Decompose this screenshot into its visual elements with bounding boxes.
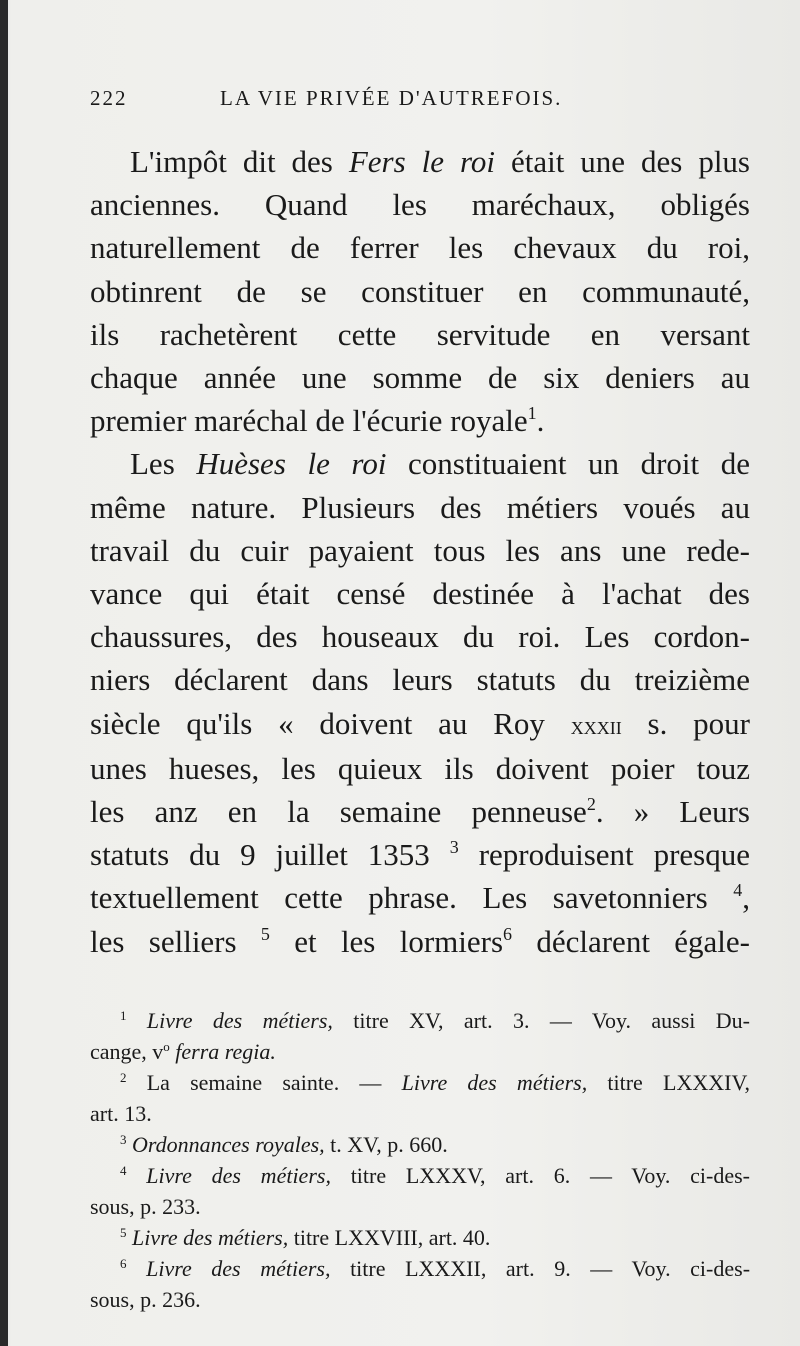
- main-text: [90, 140, 750, 963]
- text-line: ils rachetèrent cette servitude en versant: [90, 316, 750, 352]
- text-line: siècle qu'ils « doivent au Roy xxxii s. pour: [90, 705, 750, 741]
- footnote-ref: 1: [527, 403, 537, 424]
- footnote-line: $^4$ Livre des métiers, titre LXXXV, art. 6. — Voy. ci-des-: [120, 1163, 751, 1188]
- footnote-line: sous, p. 236.: [90, 1287, 201, 1312]
- text-line: anciennes. Quand les maréchaux, obligés: [90, 187, 750, 223]
- footnote-line: $^1$ Livre des métiers, titre XV, art. 3. — Voy. aussi Du-: [120, 1008, 751, 1033]
- footnote-line: $^5$ Livre des métiers, titre LXXVIII, art. 40.: [120, 1225, 491, 1250]
- footnote-ref: 3: [449, 837, 459, 858]
- text-line: statuts du 9 juillet 1353 $^3$ reproduisent presque: [90, 837, 750, 873]
- running-head-title: LA VIE PRIVÉE D'AUTREFOIS.: [220, 86, 563, 110]
- text-line: chaussures, des houseaux du roi. Les cordon-: [90, 619, 750, 655]
- text-line: même nature. Plusieurs des métiers voués au: [90, 489, 750, 525]
- footnote-ref: 2: [586, 794, 596, 815]
- footnote-line: $^3$ Ordonnances royales, t. XV, p. 660.: [120, 1132, 448, 1157]
- page-edge-shadow: [0, 0, 8, 1346]
- text-line: L'impôt dit des Fers le roi était une des plus: [130, 144, 750, 179]
- page-number: 222: [90, 86, 128, 110]
- footnote-ref: 4: [733, 880, 743, 901]
- text-line: vance qui était censé destinée à l'achat des: [90, 576, 750, 612]
- footnote-line: cange, $v^o$ ferra regia.: [90, 1039, 276, 1064]
- text-line: Les Huèses le roi constituaient un droit de: [130, 446, 750, 482]
- footnote-line: sous, p. 233.: [90, 1194, 201, 1219]
- text-line: niers déclarent dans leurs statuts du treizième: [90, 662, 750, 698]
- footnote-ref: 6: [503, 923, 513, 944]
- text-line: unes hueses, les quieux ils doivent poier touz: [90, 750, 750, 786]
- text-line: les selliers $^5$ et les lormiers$^6$ déclarent égale-: [90, 923, 750, 959]
- footnote-line: $^2$ La semaine sainte. — Livre des métiers, titre LXXXIV,: [120, 1070, 750, 1095]
- footnote-line: art. 13.: [90, 1101, 152, 1126]
- text-line: les anz en la semaine penneuse$^2$. » Leurs: [90, 794, 750, 830]
- text-line: naturellement de ferrer les chevaux du roi,: [90, 230, 750, 266]
- footnotes: [90, 1005, 750, 1315]
- text-line: chaque année une somme de six deniers au: [90, 360, 750, 396]
- text-line: premier maréchal de l'écurie royale$^1$.: [90, 403, 545, 439]
- footnote-line: $^6$ Livre des métiers, titre LXXXII, art. 9. — Voy. ci-des-: [120, 1256, 751, 1281]
- footnote-ref: 5: [260, 923, 270, 944]
- text-line: textuellement cette phrase. Les savetonniers $^4$,: [90, 880, 750, 916]
- text-line: travail du cuir payaient tous les ans une rede-: [90, 532, 750, 568]
- text-line: obtinrent de se constituer en communauté,: [90, 273, 750, 309]
